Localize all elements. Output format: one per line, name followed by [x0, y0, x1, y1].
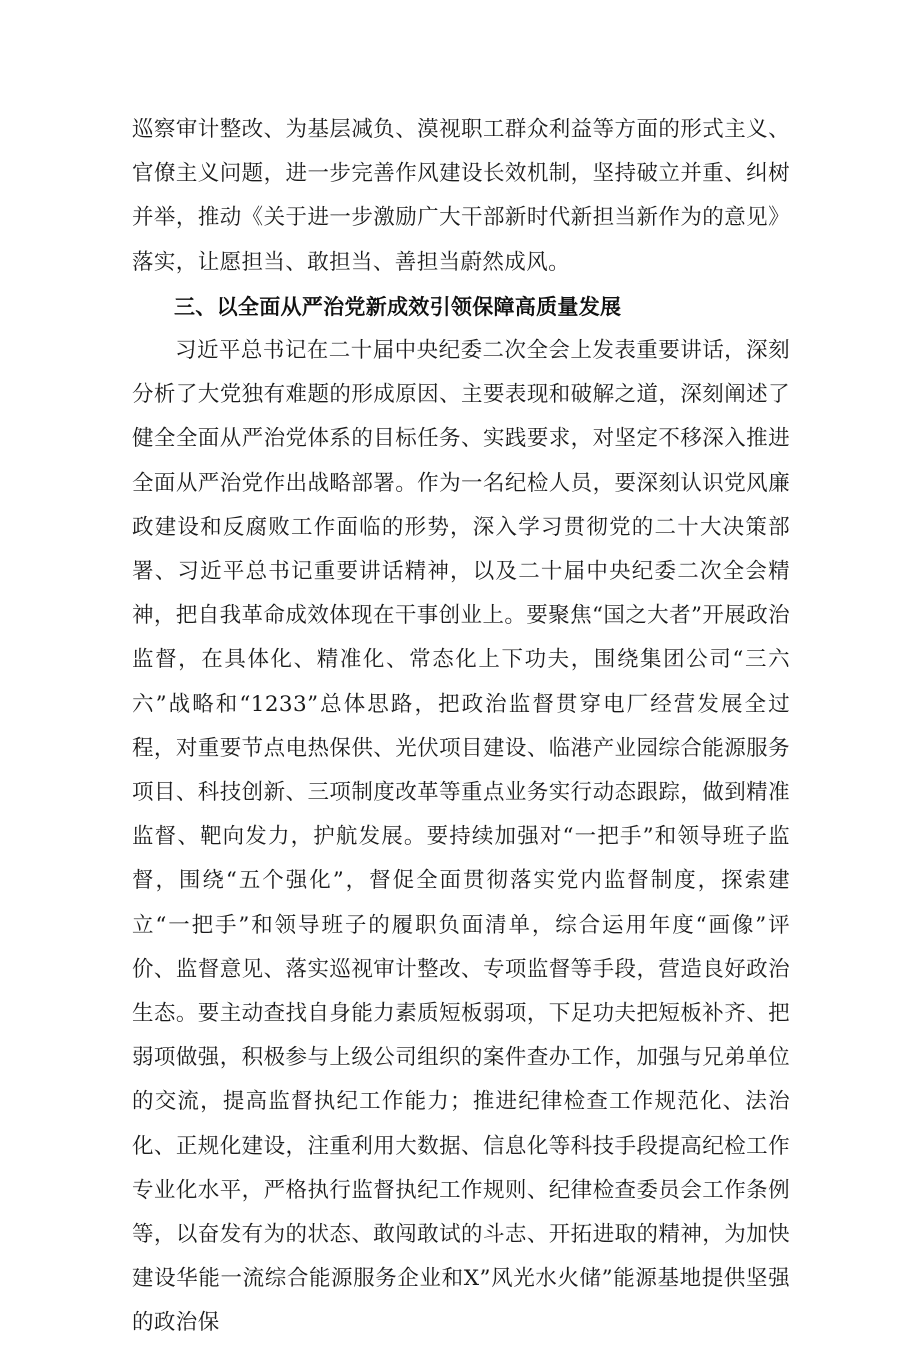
continued-paragraph: 巡察审计整改、为基层减负、漠视职工群众利益等方面的形式主义、官僚主义问题，进一步完善作风建设长效机制，坚持破立并重、纠树并举，推动《关于进一步激励广大干部新时代新担当新作为的意见》落实，让愿担当、敢担当、善担当蔚然成风。	[132, 117, 790, 275]
section-paragraph: 习近平总书记在二十届中央纪委二次全会上发表重要讲话，深刻分析了大党独有难题的形成原因、主要表现和破解之道，深刻阐述了健全全面从严治党体系的目标任务、实践要求，对坚定不移深入推进全面从严治党作出战略部署。作为一名纪检人员，要深刻认识党风廉政建设和反腐败工作面临的形势，深入学习贯彻党的二十大决策部署、习近平总书记重要讲话精神，以及二十届中央纪委二次全会精神，把自我革命成效体现在干事创业上。要聚焦“国之大者”开展政治监督，在具体化、精准化、常态化上下功夫，围绕集团公司“三六六”战略和“1233”总体思路，把政治监督贯穿电厂经营发展全过程，对重要节点电热保供、光伏项目建设、临港产业园综合能源服务项目、科技创新、三项制度改革等重点业务实行动态跟踪，做到精准监督、靶向发力，护航发展。要持续加强对“一把手”和领导班子监督，围绕“五个强化”，督促全面贯彻落实党内监督制度，探索建立“一把手”和领导班子的履职负面清单，综合运用年度“画像”评价、监督意见、落实巡视审计整改、专项监督等手段，营造良好政治生态。要主动查找自身能力素质短板弱项，下足功夫把短板补齐、把弱项做强，积极参与上级公司组织的案件查办工作，加强与兄弟单位的交流，提高监督执纪工作能力；推进纪律检查工作规范化、法治化、正规化建设，注重利用大数据、信息化等科技手段提高纪检工作专业化水平，严格执行监督执纪工作规则、纪律检查委员会工作条例等，以奋发有为的状态、敢闯敢试的斗志、开拓进取的精神，为加快建设华能一流综合能源服务企业和X”风光水火储”能源基地提供坚强的政治保	[132, 338, 790, 1336]
section-heading: 三、以全面从严治党新成效引领保障高质量发展	[174, 294, 622, 319]
